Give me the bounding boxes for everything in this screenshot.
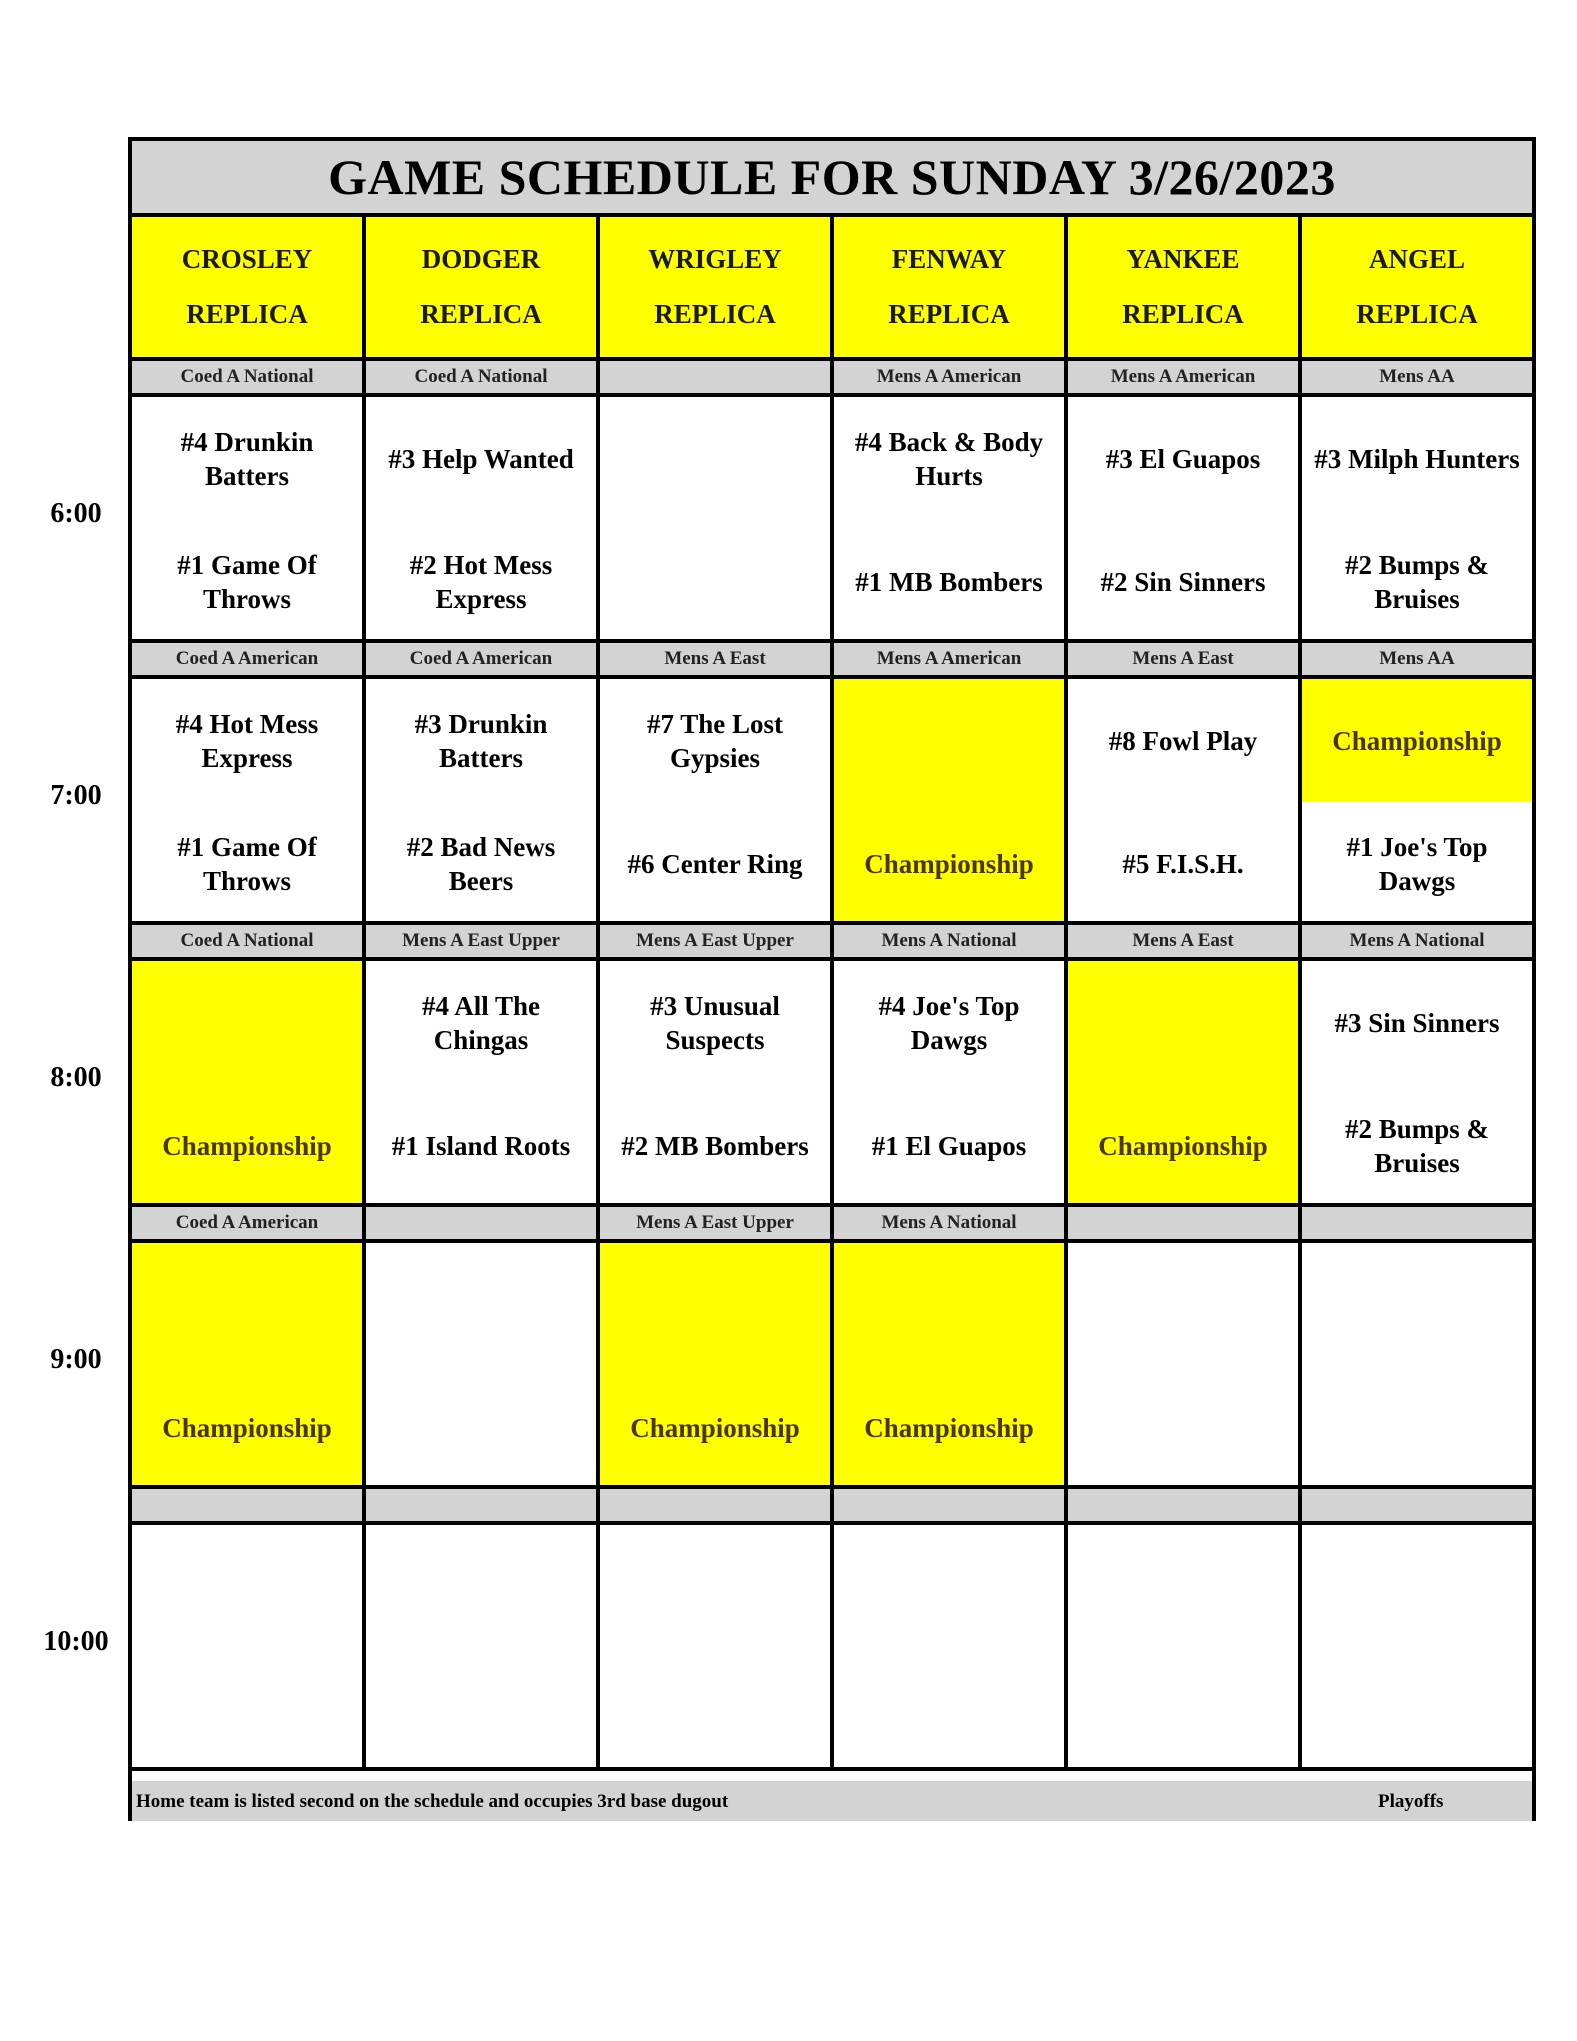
home-team: #1 Joe's Top Dawgs [1346, 831, 1488, 896]
field-header-fenway [834, 217, 1068, 357]
field-name: WRIGLEY [648, 244, 782, 274]
division-label: Mens A East [600, 643, 834, 675]
game-cell [600, 1243, 834, 1485]
away-team [366, 1243, 596, 1366]
game-row [132, 1243, 1532, 1489]
division-label [1068, 1489, 1302, 1521]
home-team [600, 1648, 830, 1771]
home-team: #2 Hot Mess Express [409, 549, 553, 614]
division-label [366, 1207, 600, 1239]
away-team: Championship [1302, 679, 1532, 802]
game-cell [366, 397, 600, 639]
field-name: ANGEL [1368, 244, 1466, 274]
game-cell [834, 397, 1068, 639]
division-label: Mens A National [1302, 925, 1532, 957]
away-team: #4 Back & Body Hurts [854, 426, 1044, 491]
game-cell [132, 1525, 366, 1767]
away-team: #4 All The Chingas [421, 990, 541, 1055]
division-row [132, 1207, 1532, 1243]
home-team: Championship [864, 1412, 1034, 1443]
field-name: YANKEE [1126, 244, 1240, 274]
home-team: #2 Bad News Beers [406, 831, 556, 896]
home-team [600, 520, 830, 643]
away-team [600, 397, 830, 520]
home-team: #1 Game Of Throws [177, 831, 317, 896]
division-label: Coed A American [132, 643, 366, 675]
game-cell [834, 679, 1068, 921]
away-team [1068, 1243, 1298, 1366]
away-team: #3 Milph Hunters [1314, 443, 1520, 474]
away-team: #4 Hot Mess Express [175, 708, 319, 773]
game-cell [1302, 679, 1532, 921]
away-team: #3 Help Wanted [388, 443, 574, 474]
home-team: #6 Center Ring [627, 848, 803, 879]
division-label: Coed A National [132, 361, 366, 393]
home-team: #1 Game Of Throws [177, 549, 317, 614]
game-cell [834, 961, 1068, 1203]
division-label: Mens A American [834, 361, 1068, 393]
home-team [1068, 1366, 1298, 1489]
home-team: #2 Sin Sinners [1100, 566, 1266, 597]
home-team: Championship [162, 1130, 332, 1161]
division-label: Coed A American [366, 643, 600, 675]
division-label: Mens A National [834, 1207, 1068, 1239]
home-team [366, 1648, 596, 1771]
field-subtitle: REPLICA [1356, 299, 1478, 329]
away-team [132, 1243, 362, 1366]
away-team [366, 1525, 596, 1648]
game-row [132, 961, 1532, 1207]
away-team [132, 961, 362, 1084]
field-subtitle: REPLICA [420, 299, 542, 329]
game-cell [1068, 679, 1302, 921]
home-team: #1 Island Roots [391, 1130, 571, 1161]
home-team: Championship [864, 848, 1034, 879]
away-team [132, 1525, 362, 1648]
schedule-footer [132, 1781, 1532, 1821]
game-row [132, 397, 1532, 643]
division-label [132, 1489, 366, 1521]
game-cell [834, 1525, 1068, 1767]
away-team: #3 Unusual Suspects [650, 990, 780, 1055]
division-label: Coed A National [132, 925, 366, 957]
home-team [834, 1648, 1064, 1771]
time-label: 6:00 [50, 498, 102, 529]
game-cell [1302, 397, 1532, 639]
game-cell [1068, 1243, 1302, 1485]
field-name: CROSLEY [181, 244, 313, 274]
game-cell [132, 679, 366, 921]
division-label: Coed A National [366, 361, 600, 393]
home-team [1302, 1366, 1532, 1489]
home-team: Championship [630, 1412, 800, 1443]
home-team: #2 Bumps & Bruises [1344, 1113, 1490, 1178]
field-name: DODGER [421, 244, 541, 274]
division-label: Mens AA [1302, 361, 1532, 393]
game-cell [366, 961, 600, 1203]
game-cell [600, 961, 834, 1203]
division-row [132, 361, 1532, 397]
game-cell [366, 1525, 600, 1767]
home-team: #1 MB Bombers [855, 566, 1043, 597]
away-team [834, 679, 1064, 802]
field-subtitle: REPLICA [888, 299, 1010, 329]
division-label: Mens A East Upper [600, 925, 834, 957]
division-label: Mens A East Upper [600, 1207, 834, 1239]
division-label: Mens A East [1068, 643, 1302, 675]
footer-tag: Playoffs [1378, 1791, 1444, 1812]
home-team [1302, 1648, 1532, 1771]
home-team [132, 1648, 362, 1771]
game-row [132, 1525, 1532, 1771]
division-label [1302, 1207, 1532, 1239]
time-label: 9:00 [50, 1344, 102, 1375]
game-row [132, 679, 1532, 925]
division-row [132, 643, 1532, 679]
game-cell [132, 1243, 366, 1485]
division-label: Mens A American [834, 643, 1068, 675]
away-team [1068, 1525, 1298, 1648]
away-team: #3 Drunkin Batters [414, 708, 548, 773]
game-cell [600, 397, 834, 639]
field-subtitle: REPLICA [1122, 299, 1244, 329]
field-subtitle: REPLICA [186, 299, 308, 329]
division-row [132, 925, 1532, 961]
game-cell [1302, 1525, 1532, 1767]
game-cell [1302, 1243, 1532, 1485]
game-cell [600, 679, 834, 921]
home-team: #2 MB Bombers [621, 1130, 809, 1161]
division-row [132, 1489, 1532, 1525]
division-label: Mens A National [834, 925, 1068, 957]
time-label: 7:00 [50, 780, 102, 811]
home-team [366, 1366, 596, 1489]
division-label: Mens A East Upper [366, 925, 600, 957]
footer-note: Home team is listed second on the schedule and occupies 3rd base dugout [136, 1791, 729, 1812]
home-team: #1 El Guapos [871, 1130, 1027, 1161]
game-cell [600, 1525, 834, 1767]
away-team [1302, 1243, 1532, 1366]
division-label [600, 1489, 834, 1521]
field-header-dodger [366, 217, 600, 357]
division-label [600, 361, 834, 393]
division-label [1302, 1489, 1532, 1521]
away-team [834, 1243, 1064, 1366]
game-cell [132, 961, 366, 1203]
game-cell [366, 679, 600, 921]
away-team [600, 1525, 830, 1648]
division-label [1068, 1207, 1302, 1239]
away-team [1302, 1525, 1532, 1648]
home-team: Championship [1098, 1130, 1268, 1161]
division-label [366, 1489, 600, 1521]
game-cell [1068, 1525, 1302, 1767]
field-header-crosley [132, 217, 366, 357]
field-header-wrigley [600, 217, 834, 357]
home-team [1068, 1648, 1298, 1771]
time-label: 10:00 [43, 1626, 109, 1657]
field-subtitle: REPLICA [654, 299, 776, 329]
away-team: #3 El Guapos [1105, 443, 1261, 474]
home-team: #2 Bumps & Bruises [1344, 549, 1490, 614]
away-team [1068, 961, 1298, 1084]
away-team [834, 1525, 1064, 1648]
home-team: Championship [162, 1412, 332, 1443]
away-team: #4 Joe's Top Dawgs [878, 990, 1020, 1055]
away-team [600, 1243, 830, 1366]
away-team: #7 The Lost Gypsies [646, 708, 784, 773]
home-team: #5 F.I.S.H. [1122, 848, 1244, 879]
division-label: Mens A American [1068, 361, 1302, 393]
away-team: #8 Fowl Play [1108, 725, 1258, 756]
game-cell [1302, 961, 1532, 1203]
division-label [834, 1489, 1068, 1521]
game-cell [366, 1243, 600, 1485]
game-cell [132, 397, 366, 639]
field-name: FENWAY [891, 244, 1007, 274]
field-header-angel [1302, 217, 1532, 357]
time-label: 8:00 [50, 1062, 102, 1093]
field-header-yankee [1068, 217, 1302, 357]
schedule-table [128, 137, 1536, 1821]
game-cell [834, 1243, 1068, 1485]
division-label: Mens A East [1068, 925, 1302, 957]
field-header-row [132, 217, 1532, 361]
schedule-title: GAME SCHEDULE FOR SUNDAY 3/26/2023 [132, 141, 1532, 217]
game-cell [1068, 397, 1302, 639]
division-label: Mens AA [1302, 643, 1532, 675]
away-team: #4 Drunkin Batters [180, 426, 314, 491]
game-cell [1068, 961, 1302, 1203]
away-team: #3 Sin Sinners [1334, 1007, 1500, 1038]
division-label: Coed A American [132, 1207, 366, 1239]
